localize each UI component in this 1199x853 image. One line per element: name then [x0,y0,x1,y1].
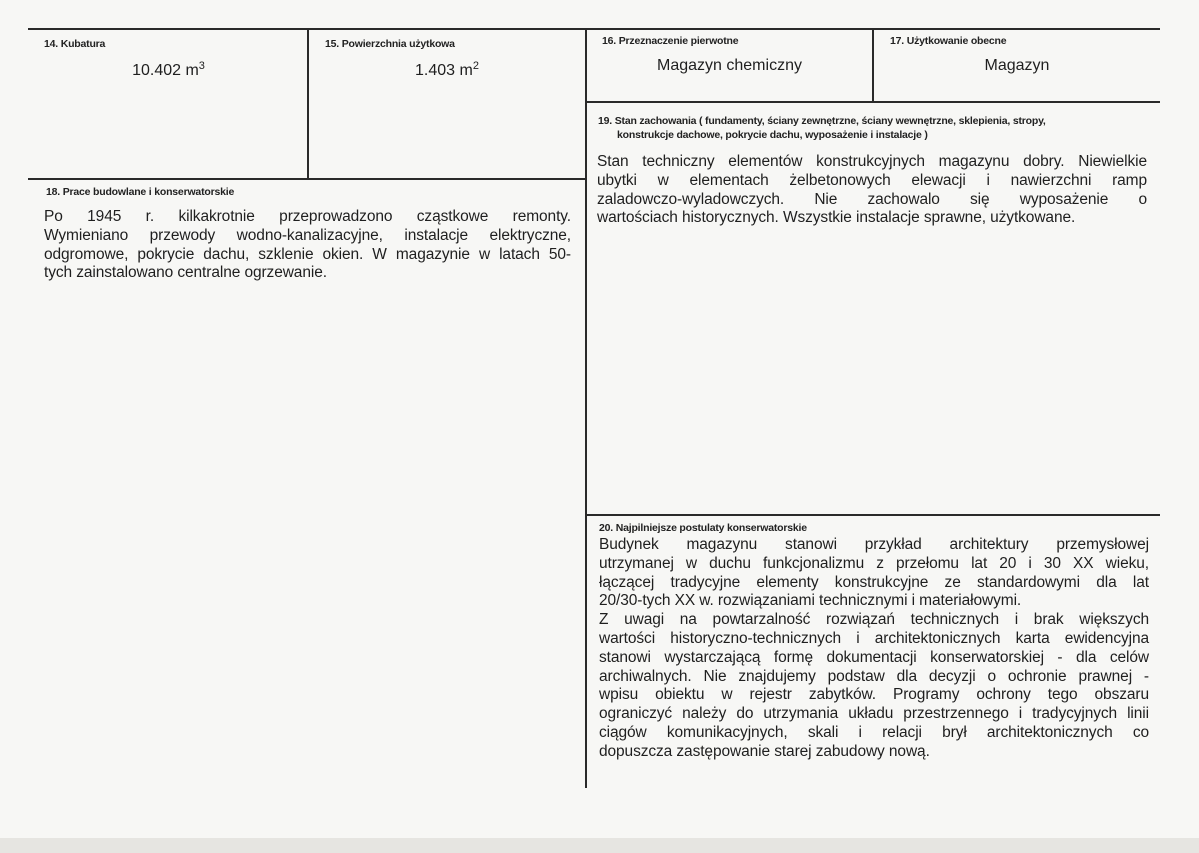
field-19-line: zaladowczo-wyladowczych. Nie zachowalo się wyposażenie o [597,190,1147,208]
field-15-value [309,60,585,80]
field-19-label-line1: 19. Stan zachowania ( fundamenty, ściany zewnętrzne, ściany wewnętrzne, sklepienia, stropy, [598,115,1046,127]
field-14-exponent: 3 [198,60,205,72]
field-18-line: tych zainstalowano centralne ogrzewanie. [44,264,327,282]
field-15-number: 1.403 m [415,62,473,79]
field-18-label: 18. Prace budowlane i konserwatorskie [46,186,235,198]
field-20-line: Budynek magazynu stanowi przykład architektury przemysłowej [599,536,1149,553]
field-20-line: utrzymanej w duchu funkcjonalizmu z przełomu lat 20 i 30 XX wieku, [599,554,1149,572]
field-14-value [30,60,307,80]
field-18-line: Wymieniano przewody wodno-kanalizacyjne, instalacje elektryczne, [44,226,571,244]
divider-main [585,28,587,788]
field-16-label: 16. Przeznaczenie pierwotne [602,35,739,47]
field-18-text [44,208,571,283]
field-20-line: Z uwagi na powtarzalność rozwiązań technicznych i brak większych [599,611,1149,629]
top-border [28,28,1160,30]
field-19-label-line2: konstrukcje dachowe, pokrycie dachu, wyposażenie i instalacje ) [617,129,928,141]
field-19-line: wartościach historycznych. Wszystkie instalacje sprawne, użytkowane. [597,209,1076,227]
field-17-label: 17. Użytkowanie obecne [890,35,1007,47]
field-20-text [599,536,1149,762]
border-above-20 [585,514,1160,516]
field-15-label: 15. Powierzchnia użytkowa [325,38,455,50]
field-20-line: wartości historyczno-technicznych i architektonicznych karta ewidencyjna [599,629,1149,647]
field-19-text [597,153,1147,228]
field-20-line: stanowi wystarczającą formę dokumentacji konserwatorskiej - dla celów [599,648,1149,666]
field-19-line: ubytki w elementach żelbetonowych elewacji i nawierzchni ramp [597,171,1147,189]
field-15-exponent: 2 [472,60,479,72]
field-19-line: Stan techniczny elementów konstrukcyjnych magazynu dobry. Niewielkie [597,153,1147,170]
field-20-label: 20. Najpilniejsze postulaty konserwatorskie [599,522,807,534]
field-20-line: archiwalnych. Nie znajdujemy podstaw dla decyzji o ochronie prawnej - [599,667,1149,685]
field-14-number: 10.402 m [132,62,199,79]
field-18-line: Po 1945 r. kilkakrotnie przeprowadzono cząstkowe remonty. [44,208,571,225]
scan-bottom-edge [0,838,1199,853]
field-20-line: ograniczyć należy do utrzymania układu przestrzennego i tradycyjnych linii [599,705,1149,723]
field-20-line: dopuszcza zastępowanie starej zabudowy nową. [599,742,930,760]
field-17-value: Magazyn [984,57,1050,74]
field-14-label: 14. Kubatura [44,38,106,50]
field-20-line: ciągów komunikacyjnych, skali i relacji brył architektonicznych co [599,723,1149,741]
field-18-line: odgromowe, pokrycie dachu, szklenie okien. W magazynie w latach 50- [44,245,571,263]
border-below-14-15 [28,178,586,180]
field-20-line: 20/30-tych XX w. rozwiązaniami technicznymi i materiałowymi. [599,592,1022,610]
border-below-16-17 [585,101,1160,103]
field-20-line: wpisu obiektu w rejestr zabytków. Programy ochrony tego obszaru [599,686,1149,704]
divider-14-15 [307,28,309,179]
field-16-value: Magazyn chemiczny [657,57,802,74]
field-20-line: łączącej tradycyjne elementy konstrukcyjne ze standardowymi dla lat [599,573,1149,591]
